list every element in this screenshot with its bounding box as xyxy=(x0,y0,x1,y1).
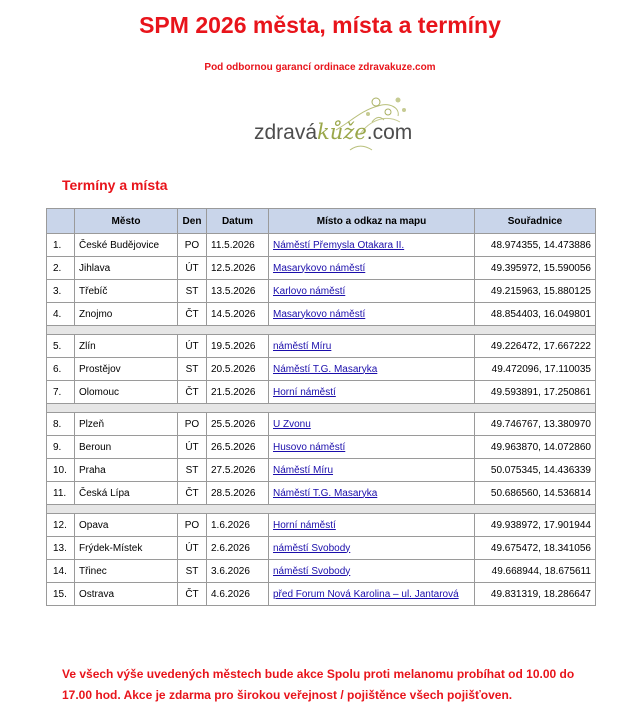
row-number-cell: 12. xyxy=(47,514,75,537)
place-cell xyxy=(269,358,475,381)
table-body xyxy=(47,234,596,606)
row-number-cell: 9. xyxy=(47,436,75,459)
table-header-row xyxy=(47,209,596,234)
coordinates-cell: 49.593891, 17.250861 xyxy=(475,381,596,404)
row-number-cell: 13. xyxy=(47,537,75,560)
group-separator-row xyxy=(47,404,596,413)
logo-text-com: .com xyxy=(366,121,413,144)
place-cell xyxy=(269,560,475,583)
city-cell: Plzeň xyxy=(75,413,178,436)
date-cell: 28.5.2026 xyxy=(207,482,269,505)
row-number-cell: 8. xyxy=(47,413,75,436)
day-cell: ČT xyxy=(178,303,207,326)
footer-note xyxy=(62,664,602,706)
schedule-table xyxy=(46,208,596,606)
day-cell: ÚT xyxy=(178,436,207,459)
day-cell: ÚT xyxy=(178,335,207,358)
footer-line-1: Ve všech výše uvedených městech bude akce Spolu proti melanomu probíhat od 10.00 do xyxy=(62,667,575,681)
day-cell: PO xyxy=(178,234,207,257)
place-cell xyxy=(269,459,475,482)
row-number-cell: 1. xyxy=(47,234,75,257)
date-cell: 14.5.2026 xyxy=(207,303,269,326)
map-link[interactable]: Horní náměstí xyxy=(273,386,336,398)
day-cell: ÚT xyxy=(178,257,207,280)
coordinates-cell: 49.746767, 13.380970 xyxy=(475,413,596,436)
coordinates-cell: 49.472096, 17.110035 xyxy=(475,358,596,381)
header-place: Místo a odkaz na mapu xyxy=(269,209,475,234)
table-row xyxy=(47,280,596,303)
day-cell: ČT xyxy=(178,482,207,505)
header-number xyxy=(47,209,75,234)
row-number-cell: 5. xyxy=(47,335,75,358)
table-row xyxy=(47,381,596,404)
city-cell: Ostrava xyxy=(75,583,178,606)
coordinates-cell: 49.226472, 17.667222 xyxy=(475,335,596,358)
page-title: SPM 2026 města, místa a termíny xyxy=(139,12,501,38)
row-number-cell: 4. xyxy=(47,303,75,326)
city-cell: Třinec xyxy=(75,560,178,583)
map-link[interactable]: před Forum Nová Karolina – ul. Jantarová xyxy=(273,588,459,600)
table-row xyxy=(47,358,596,381)
day-cell: ÚT xyxy=(178,537,207,560)
place-cell xyxy=(269,303,475,326)
header-date: Datum xyxy=(207,209,269,234)
date-cell: 21.5.2026 xyxy=(207,381,269,404)
row-number-cell: 11. xyxy=(47,482,75,505)
date-cell: 2.6.2026 xyxy=(207,537,269,560)
day-cell: ST xyxy=(178,459,207,482)
map-link[interactable]: náměstí Svobody xyxy=(273,542,351,554)
date-cell: 20.5.2026 xyxy=(207,358,269,381)
table-row xyxy=(47,335,596,358)
place-cell xyxy=(269,537,475,560)
place-cell xyxy=(269,514,475,537)
logo-text-kuze: kůže xyxy=(317,120,367,144)
row-number-cell: 7. xyxy=(47,381,75,404)
header-coordinates: Souřadnice xyxy=(475,209,596,234)
date-cell: 1.6.2026 xyxy=(207,514,269,537)
city-cell: Prostějov xyxy=(75,358,178,381)
city-cell: Beroun xyxy=(75,436,178,459)
map-link[interactable]: náměstí Svobody xyxy=(273,565,351,577)
coordinates-cell: 49.675472, 18.341056 xyxy=(475,537,596,560)
row-number-cell: 10. xyxy=(47,459,75,482)
city-cell: Znojmo xyxy=(75,303,178,326)
map-link[interactable]: Husovo náměstí xyxy=(273,441,346,453)
city-cell: Frýdek-Místek xyxy=(75,537,178,560)
coordinates-cell: 49.938972, 17.901944 xyxy=(475,514,596,537)
place-cell xyxy=(269,257,475,280)
date-cell: 13.5.2026 xyxy=(207,280,269,303)
map-link[interactable]: Karlovo náměstí xyxy=(273,285,346,297)
row-number-cell: 15. xyxy=(47,583,75,606)
map-link[interactable]: Náměstí T.G. Masaryka xyxy=(273,363,378,375)
table-row xyxy=(47,436,596,459)
place-cell xyxy=(269,413,475,436)
day-cell: ČT xyxy=(178,583,207,606)
date-cell: 3.6.2026 xyxy=(207,560,269,583)
group-separator-row xyxy=(47,505,596,514)
map-link[interactable]: Náměstí Přemysla Otakara II. xyxy=(273,239,405,251)
page-subtitle: Pod odbornou garancí ordinace zdravakuze.com xyxy=(204,62,436,73)
row-number-cell: 14. xyxy=(47,560,75,583)
footer-line-2: 17.00 hod. Akce je zdarma pro širokou veřejnost / pojištěnce všech pojišťoven. xyxy=(62,688,513,702)
group-separator-row xyxy=(47,326,596,335)
section-title: Termíny a místa xyxy=(62,177,168,193)
row-number-cell: 3. xyxy=(47,280,75,303)
coordinates-cell: 49.963870, 14.072860 xyxy=(475,436,596,459)
table-row xyxy=(47,303,596,326)
date-cell: 11.5.2026 xyxy=(207,234,269,257)
map-link[interactable]: Horní náměstí xyxy=(273,519,336,531)
logo-text xyxy=(254,120,412,145)
coordinates-cell: 50.075345, 14.436339 xyxy=(475,459,596,482)
day-cell: PO xyxy=(178,514,207,537)
day-cell: ST xyxy=(178,358,207,381)
coordinates-cell: 50.686560, 14.536814 xyxy=(475,482,596,505)
place-cell xyxy=(269,280,475,303)
table-row xyxy=(47,583,596,606)
map-link[interactable]: U Zvonu xyxy=(273,418,311,430)
date-cell: 25.5.2026 xyxy=(207,413,269,436)
table-row xyxy=(47,234,596,257)
row-number-cell: 2. xyxy=(47,257,75,280)
city-cell: Třebíč xyxy=(75,280,178,303)
place-cell xyxy=(269,234,475,257)
header-day: Den xyxy=(178,209,207,234)
table-row xyxy=(47,560,596,583)
table-row xyxy=(47,257,596,280)
zdravakuze-logo xyxy=(250,92,430,160)
header-city: Město xyxy=(75,209,178,234)
coordinates-cell: 49.215963, 15.880125 xyxy=(475,280,596,303)
map-link[interactable]: náměstí Míru xyxy=(273,340,332,352)
date-cell: 27.5.2026 xyxy=(207,459,269,482)
map-link[interactable]: Náměstí Míru xyxy=(273,464,334,476)
group-separator-cell xyxy=(47,326,596,335)
coordinates-cell: 49.668944, 18.675611 xyxy=(475,560,596,583)
date-cell: 26.5.2026 xyxy=(207,436,269,459)
day-cell: ST xyxy=(178,280,207,303)
table-row xyxy=(47,514,596,537)
table-row xyxy=(47,482,596,505)
day-cell: PO xyxy=(178,413,207,436)
table-row xyxy=(47,537,596,560)
coordinates-cell: 48.854403, 16.049801 xyxy=(475,303,596,326)
place-cell xyxy=(269,482,475,505)
city-cell: České Budějovice xyxy=(75,234,178,257)
day-cell: ČT xyxy=(178,381,207,404)
city-cell: Praha xyxy=(75,459,178,482)
city-cell: Česká Lípa xyxy=(75,482,178,505)
place-cell xyxy=(269,381,475,404)
date-cell: 4.6.2026 xyxy=(207,583,269,606)
date-cell: 12.5.2026 xyxy=(207,257,269,280)
map-link[interactable]: Masarykovo náměstí xyxy=(273,262,366,274)
coordinates-cell: 49.395972, 15.590056 xyxy=(475,257,596,280)
day-cell: ST xyxy=(178,560,207,583)
map-link[interactable]: Masarykovo náměstí xyxy=(273,308,366,320)
group-separator-cell xyxy=(47,404,596,413)
place-cell xyxy=(269,583,475,606)
city-cell: Opava xyxy=(75,514,178,537)
date-cell: 19.5.2026 xyxy=(207,335,269,358)
city-cell: Zlín xyxy=(75,335,178,358)
city-cell: Jihlava xyxy=(75,257,178,280)
coordinates-cell: 49.831319, 18.286647 xyxy=(475,583,596,606)
city-cell: Olomouc xyxy=(75,381,178,404)
place-cell xyxy=(269,436,475,459)
table-row xyxy=(47,459,596,482)
coordinates-cell: 48.974355, 14.473886 xyxy=(475,234,596,257)
logo-text-zdrava: zdravá xyxy=(254,121,318,144)
group-separator-cell xyxy=(47,505,596,514)
map-link[interactable]: Náměstí T.G. Masaryka xyxy=(273,487,378,499)
place-cell xyxy=(269,335,475,358)
row-number-cell: 6. xyxy=(47,358,75,381)
table-row xyxy=(47,413,596,436)
